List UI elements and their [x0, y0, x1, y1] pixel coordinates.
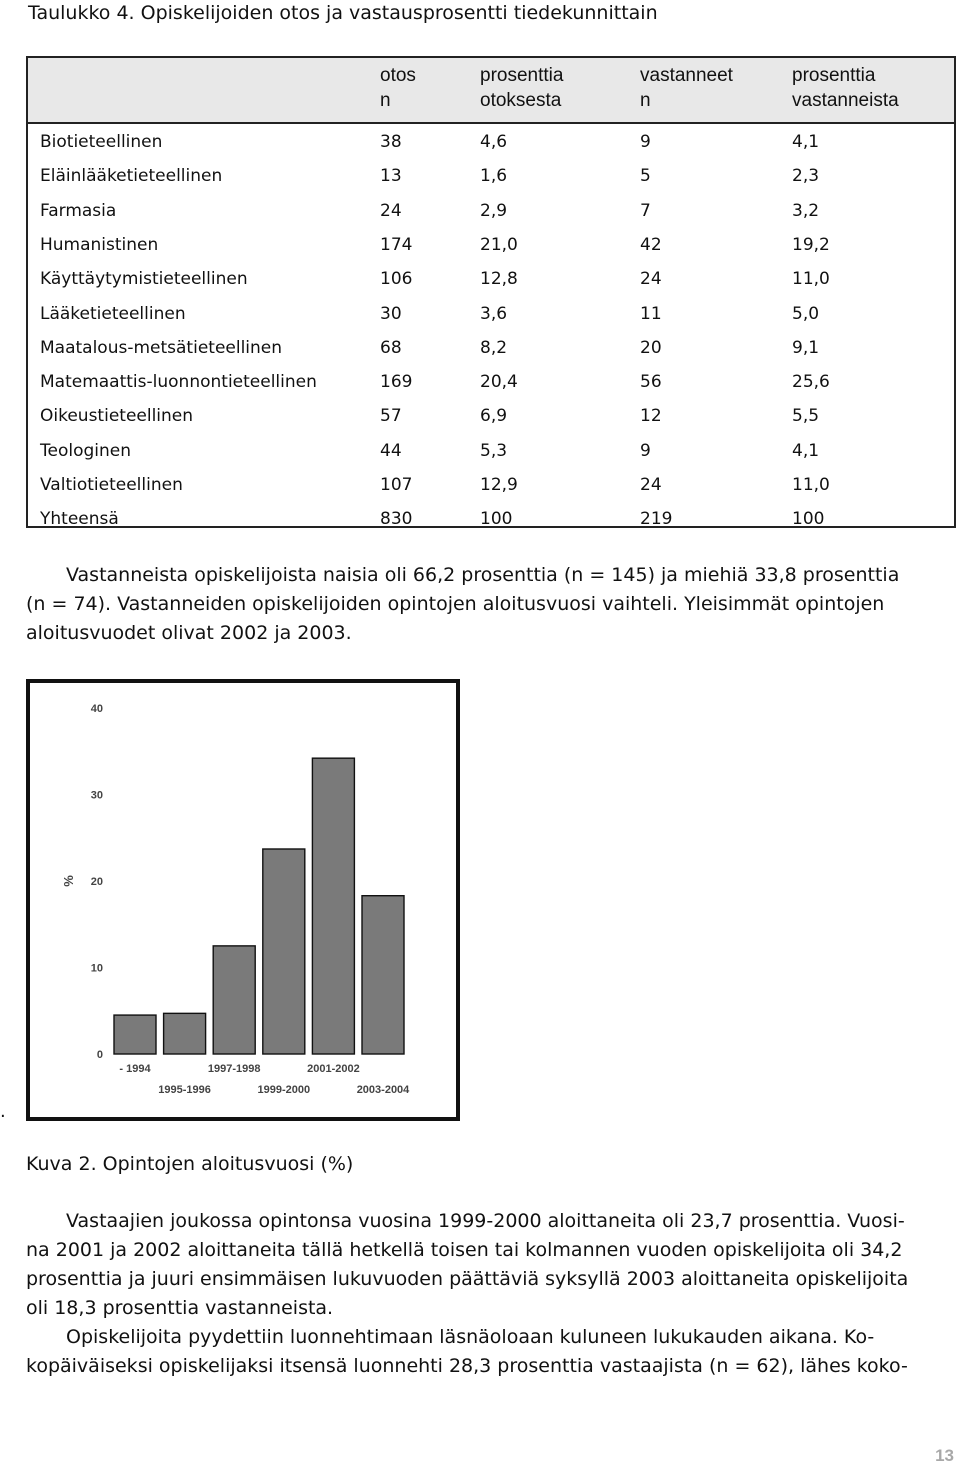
y-axis-label: % [61, 875, 76, 887]
faculty-name-cell: Yhteensä [40, 509, 119, 530]
value-cell: 3,2 [792, 200, 820, 221]
value-cell: 6,9 [480, 406, 508, 427]
header-otos [380, 63, 416, 113]
paragraph-line: Vastaajien joukossa opintonsa vuosina 1999-2000 aloittaneita oli 23,7 prosenttia. Vuosi- [66, 1210, 905, 1232]
x-tick-label: 1999-2000 [257, 1084, 311, 1096]
faculty-name-cell: Lääketieteellinen [40, 303, 186, 324]
bar-2 [164, 1013, 206, 1054]
value-cell: 5,5 [792, 406, 820, 427]
bar-1 [114, 1015, 156, 1054]
value-cell: 12 [640, 406, 662, 427]
value-cell: 13 [380, 166, 402, 187]
value-cell: 106 [380, 269, 413, 290]
table-row [28, 228, 954, 262]
paragraph-start-years [26, 1207, 958, 1323]
value-cell: 24 [640, 269, 662, 290]
header-otos-line2: n [380, 90, 391, 111]
paragraph-attendance [26, 1323, 958, 1381]
value-cell: 5,3 [480, 440, 508, 461]
value-cell: 25,6 [792, 372, 830, 393]
value-cell: 68 [380, 337, 402, 358]
table-row [28, 159, 954, 193]
value-cell: 4,1 [792, 440, 820, 461]
paragraph-line: (n = 74). Vastanneiden opiskelijoiden opintojen aloitusvuosi vaihteli. Yleisimmät opintojen [26, 593, 885, 615]
value-cell: 11 [640, 303, 662, 324]
page-number: 13 [935, 1446, 954, 1465]
value-cell: 12,9 [480, 475, 518, 495]
value-cell: 107 [380, 475, 413, 495]
value-cell: 100 [480, 509, 513, 530]
table-row [28, 468, 954, 502]
value-cell: 3,6 [480, 303, 508, 324]
x-tick-label: - 1994 [119, 1063, 151, 1075]
paragraph-line: Vastanneista opiskelijoista naisia oli 66,2 prosenttia (n = 145) ja miehiä 33,8 prosenttia [66, 564, 900, 586]
start-year-bar-chart [30, 683, 456, 1117]
header-vastanneet-line1: vastanneet [640, 65, 733, 86]
value-cell: 8,2 [480, 337, 508, 358]
value-cell: 21,0 [480, 234, 518, 255]
x-tick-label: 1997-1998 [207, 1063, 261, 1075]
y-tick-label: 20 [90, 876, 103, 888]
value-cell: 100 [792, 509, 825, 530]
value-cell: 57 [380, 406, 402, 427]
table-row [28, 194, 954, 228]
value-cell: 56 [640, 372, 662, 393]
value-cell: 5 [640, 166, 651, 187]
value-cell: 12,8 [480, 269, 518, 290]
table-row [28, 434, 954, 468]
value-cell: 11,0 [792, 269, 830, 290]
faculty-name-cell: Eläinlääketieteellinen [40, 166, 223, 187]
faculty-name-cell: Oikeustieteellinen [40, 406, 194, 427]
header-vastanneet-line2: n [640, 90, 651, 111]
header-prosenttia-otoksesta-line2: otoksesta [480, 90, 562, 111]
header-prosenttia-otoksesta [480, 63, 563, 113]
response-rate-table [26, 56, 956, 528]
table-row [28, 399, 954, 433]
figure-caption: Kuva 2. Opintojen aloitusvuosi (%) [26, 1153, 354, 1175]
faculty-name-cell: Humanistinen [40, 234, 159, 255]
y-tick-label: 40 [90, 703, 103, 715]
faculty-name-cell: Maatalous-metsätieteellinen [40, 337, 283, 358]
value-cell: 1,6 [480, 166, 508, 187]
value-cell: 42 [640, 234, 662, 255]
value-cell: 9 [640, 440, 651, 461]
bar-5 [312, 758, 354, 1054]
value-cell: 169 [380, 372, 413, 393]
value-cell: 24 [640, 475, 662, 495]
table-row [28, 262, 954, 296]
y-tick-label: 10 [90, 962, 103, 975]
header-otos-line1: otos [380, 65, 416, 86]
paragraph-gender-distribution [26, 561, 958, 648]
stray-mark: . [0, 1101, 6, 1122]
faculty-name-cell: Käyttäytymistieteellinen [40, 269, 248, 290]
bar-6 [362, 896, 404, 1054]
header-vastanneet [640, 63, 733, 113]
header-prosenttia-otoksesta-line1: prosenttia [480, 65, 564, 86]
y-tick-label: 30 [90, 789, 103, 802]
start-year-chart [26, 679, 460, 1121]
value-cell: 174 [380, 234, 413, 255]
table-header-row [28, 58, 954, 124]
value-cell: 4,6 [480, 132, 508, 152]
value-cell: 24 [380, 200, 402, 221]
bar-3 [213, 946, 255, 1054]
faculty-name-cell: Biotieteellinen [40, 132, 163, 152]
table-row [28, 331, 954, 365]
table-caption: Taulukko 4. Opiskelijoiden otos ja vastausprosentti tiedekunnittain [28, 2, 658, 24]
bar-4 [263, 849, 305, 1054]
header-prosenttia-vastanneista [792, 63, 899, 113]
value-cell: 219 [640, 509, 673, 530]
value-cell: 9,1 [792, 337, 820, 358]
table-row [28, 365, 954, 399]
value-cell: 20 [640, 337, 662, 358]
value-cell: 20,4 [480, 372, 518, 393]
faculty-name-cell: Matemaattis-luonnontieteellinen [40, 372, 317, 393]
faculty-name-cell: Farmasia [40, 200, 117, 221]
value-cell: 2,3 [792, 166, 820, 187]
x-tick-label: 1995-1996 [158, 1084, 211, 1096]
value-cell: 44 [380, 440, 402, 461]
paragraph-line: prosenttia ja juuri ensimmäisen lukuvuoden päättäviä syksyllä 2003 aloittaneita opiskelijoita [26, 1268, 909, 1290]
value-cell: 38 [380, 132, 402, 152]
table-row [28, 125, 954, 159]
x-tick-label: 2003-2004 [356, 1084, 410, 1096]
value-cell: 30 [380, 303, 402, 324]
faculty-name-cell: Teologinen [40, 440, 132, 461]
value-cell: 2,9 [480, 200, 508, 221]
value-cell: 11,0 [792, 475, 830, 495]
value-cell: 7 [640, 200, 651, 221]
paragraph-line: Opiskelijoita pyydettiin luonnehtimaan läsnäoloaan kuluneen lukukauden aikana. Ko- [66, 1326, 875, 1348]
header-prosenttia-vastanneista-line2: vastanneista [792, 90, 899, 111]
paragraph-line: aloitusvuodet olivat 2002 ja 2003. [26, 622, 352, 644]
paragraph-line: kopäiväiseksi opiskelijaksi itsensä luonnehti 28,3 prosenttia vastaajista (n = 62), lähes koko- [26, 1355, 908, 1377]
header-prosenttia-vastanneista-line1: prosenttia [792, 65, 876, 86]
y-tick-label: 0 [96, 1049, 103, 1061]
x-tick-label: 2001-2002 [307, 1063, 360, 1075]
table-row [28, 297, 954, 331]
paragraph-line: oli 18,3 prosenttia vastanneista. [26, 1297, 334, 1319]
faculty-name-cell: Valtiotieteellinen [40, 475, 183, 495]
paragraph-line: na 2001 ja 2002 aloittaneita tällä hetkellä toisen tai kolmannen vuoden opiskelijoita oli 34,2 [26, 1239, 903, 1261]
value-cell: 830 [380, 509, 413, 530]
value-cell: 9 [640, 132, 651, 152]
value-cell: 19,2 [792, 234, 830, 255]
table-row [28, 502, 954, 536]
value-cell: 5,0 [792, 303, 820, 324]
value-cell: 4,1 [792, 132, 820, 152]
